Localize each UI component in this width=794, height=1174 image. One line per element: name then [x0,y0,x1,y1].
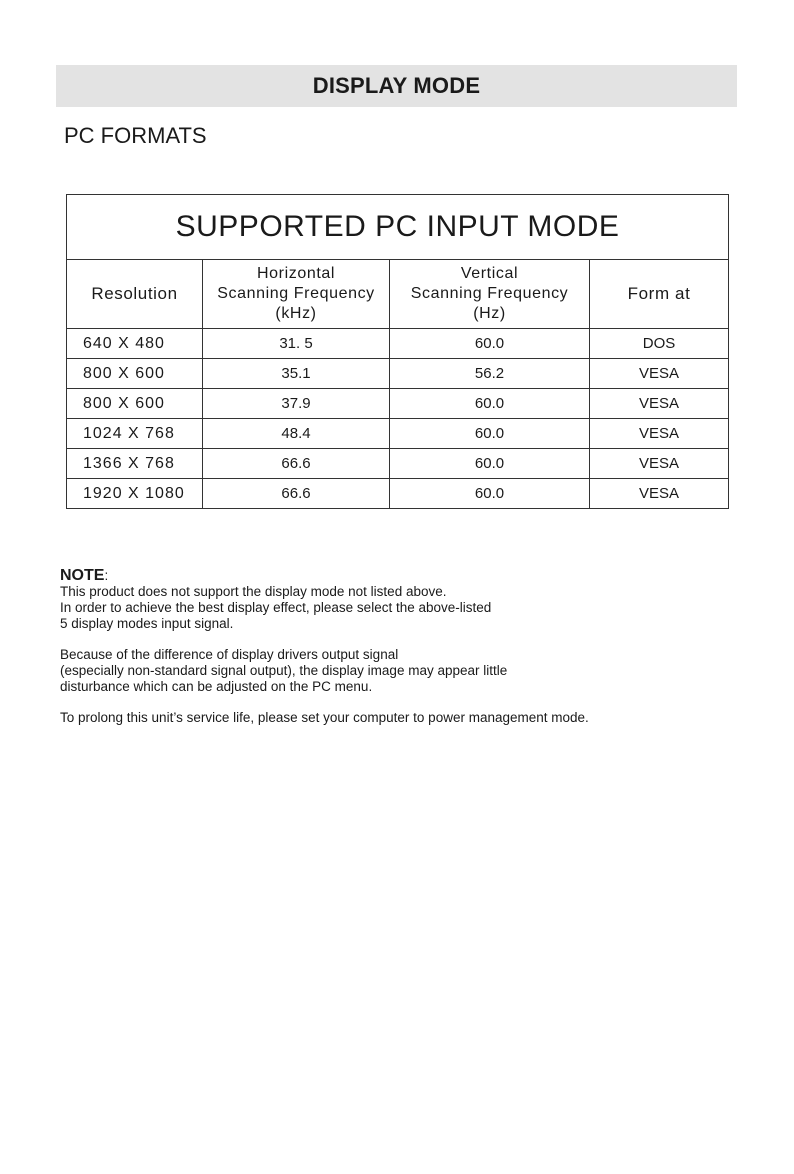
note-section [60,568,589,726]
page-header-bar [56,65,737,107]
header-horizontal [203,260,390,329]
note-line: (especially non-standard signal output), the display image may appear little [60,663,508,678]
header-vertical-line: Scanning Frequency [410,285,569,302]
cell-vertical: 60.0 [390,389,590,419]
header-vertical-line: Vertical [460,265,519,282]
header-vertical-line: (Hz) [473,305,506,322]
section-title: PC FORMATS [64,123,207,148]
header-vertical [390,260,590,329]
cell-horizontal: 48.4 [203,419,390,449]
table-row [67,479,729,509]
table-title: SUPPORTED PC INPUT MODE [67,195,729,260]
table-header-row [67,260,729,329]
header-format: Form at [590,260,729,329]
cell-format: DOS [590,329,729,359]
cell-resolution: 1366 X 768 [67,449,203,479]
table-row [67,449,729,479]
note-line: 5 display modes input signal. [60,616,234,631]
cell-vertical: 60.0 [390,479,590,509]
header-horizontal-line: Horizontal [256,265,336,282]
cell-horizontal: 31. 5 [203,329,390,359]
note-line: disturbance which can be adjusted on the PC menu. [60,679,373,694]
header-horizontal-line: Scanning Frequency [217,285,375,302]
note-line: Because of the difference of display drivers output signal [60,647,399,662]
cell-format: VESA [590,389,729,419]
cell-resolution: 800 X 600 [67,389,203,419]
cell-resolution: 1920 X 1080 [67,479,203,509]
cell-vertical: 60.0 [390,449,590,479]
table-row [67,419,729,449]
cell-vertical: 56.2 [390,359,590,389]
cell-format: VESA [590,449,729,479]
supported-modes-table [66,194,729,509]
cell-resolution: 640 X 480 [67,329,203,359]
cell-resolution: 1024 X 768 [67,419,203,449]
cell-resolution: 800 X 600 [67,359,203,389]
note-label: NOTE [60,567,105,584]
cell-horizontal: 66.6 [203,449,390,479]
note-colon: : [104,568,109,583]
page-title: DISPLAY MODE [312,73,481,98]
cell-horizontal: 66.6 [203,479,390,509]
cell-format: VESA [590,419,729,449]
cell-horizontal: 35.1 [203,359,390,389]
table-row [67,359,729,389]
cell-format: VESA [590,359,729,389]
cell-format: VESA [590,479,729,509]
note-line: In order to achieve the best display effect, please select the above-listed [60,600,492,615]
table-row [67,329,729,359]
table-row [67,389,729,419]
header-horizontal-line: (kHz) [275,305,317,322]
cell-vertical: 60.0 [390,329,590,359]
note-line: This product does not support the display mode not listed above. [60,584,447,599]
header-resolution: Resolution [67,260,203,329]
cell-horizontal: 37.9 [203,389,390,419]
note-heading [60,568,589,584]
cell-vertical: 60.0 [390,419,590,449]
note-line: To prolong this unit’s service life, please set your computer to power management mode. [60,710,589,725]
